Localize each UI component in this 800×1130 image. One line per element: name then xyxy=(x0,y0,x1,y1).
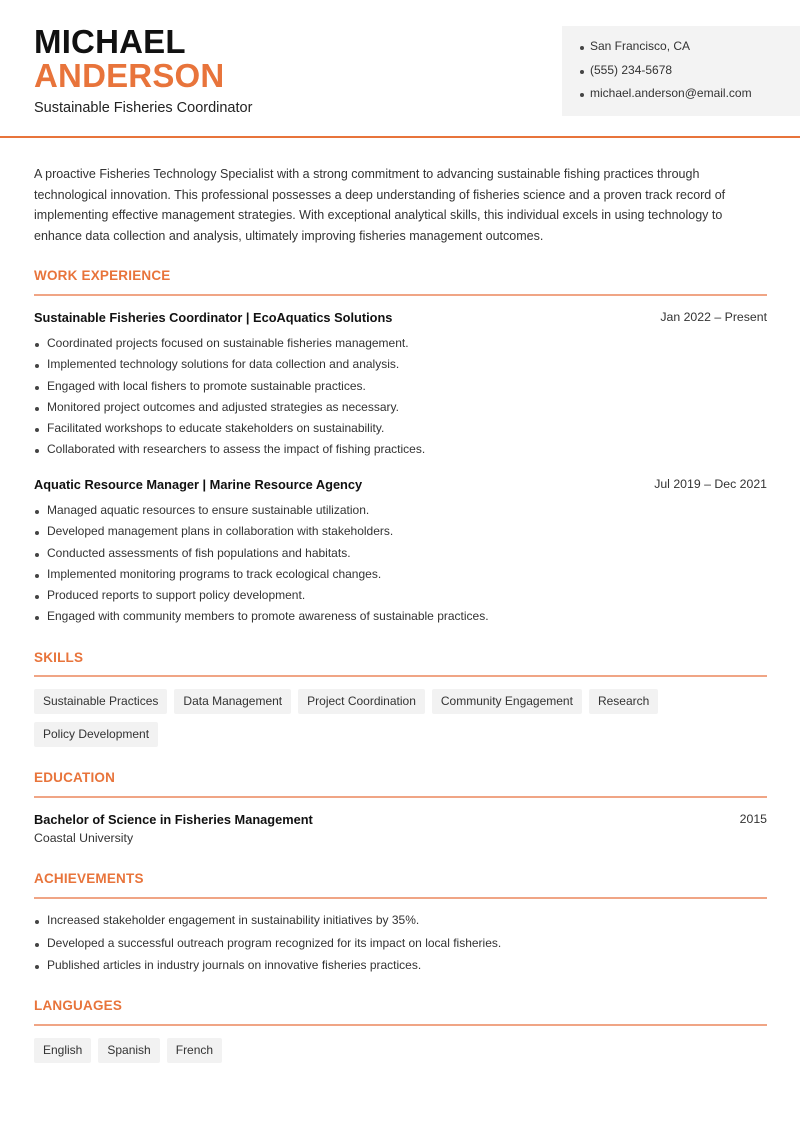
list-item: Engaged with community members to promote awareness of sustainable practices. xyxy=(34,609,767,630)
education-header xyxy=(34,812,767,827)
job-header xyxy=(34,310,767,325)
language-tags xyxy=(34,1038,774,1063)
section-title-achievements: ACHIEVEMENTS xyxy=(34,871,144,886)
contact-box xyxy=(562,26,800,116)
section-divider xyxy=(34,796,767,798)
contact-email xyxy=(580,86,800,110)
section-title-education: EDUCATION xyxy=(34,770,116,785)
first-name: MICHAEL xyxy=(34,23,186,60)
section-divider xyxy=(34,294,767,296)
resume-header xyxy=(0,0,800,138)
location-text: San Francisco, CA xyxy=(590,39,691,53)
school: Coastal University xyxy=(34,831,134,845)
skills-tags xyxy=(34,689,774,747)
job-dates: Jan 2022 – Present xyxy=(660,310,767,324)
list-item: Implemented technology solutions for data collection and analysis. xyxy=(34,357,767,378)
skill-tag: Policy Development xyxy=(34,722,158,747)
list-item: Published articles in industry journals on innovative fisheries practices. xyxy=(34,958,767,981)
contact-phone xyxy=(580,63,800,87)
section-title-languages: LANGUAGES xyxy=(34,998,123,1013)
summary-paragraph: A proactive Fisheries Technology Specialist with a strong commitment to advancing sustainable fishing practices through technological innovation. This professional possesses a deep understanding of fisheries science and a proven track record of implementing effective management strategies. With exceptional analytical skills, this individual excels in using technology to enhance data collection and analysis, ultimately improving fisheries management outcomes. xyxy=(34,167,726,243)
job-role: Aquatic Resource Manager | Marine Resource Agency xyxy=(34,477,363,492)
job-bullets xyxy=(34,503,767,631)
job-title: Sustainable Fisheries Coordinator xyxy=(34,100,253,116)
degree: Bachelor of Science in Fisheries Management xyxy=(34,812,313,827)
section-divider xyxy=(34,897,767,899)
section-title-skills: SKILLS xyxy=(34,650,84,665)
skill-tag: Community Engagement xyxy=(432,689,582,714)
last-name: ANDERSON xyxy=(34,57,225,94)
list-item: Facilitated workshops to educate stakeholders on sustainability. xyxy=(34,421,767,442)
section-divider xyxy=(34,675,767,677)
phone-text: (555) 234-5678 xyxy=(590,62,673,77)
section-divider xyxy=(34,1024,767,1026)
skill-tag: Research xyxy=(589,689,658,714)
graduation-year: 2015 xyxy=(739,812,767,826)
job-header xyxy=(34,477,767,492)
achievements-list xyxy=(34,913,767,981)
email-text: michael.anderson@email.com xyxy=(590,86,752,100)
bullet-icon xyxy=(580,93,584,97)
list-item: Monitored project outcomes and adjusted strategies as necessary. xyxy=(34,400,767,421)
skill-tag: Sustainable Practices xyxy=(34,689,167,714)
list-item: Collaborated with researchers to assess the impact of fishing practices. xyxy=(34,442,767,463)
list-item: Developed a successful outreach program recognized for its impact on local fisheries. xyxy=(34,936,767,959)
bullet-icon xyxy=(580,46,584,50)
list-item: Developed management plans in collaboration with stakeholders. xyxy=(34,524,767,545)
language-tag: Spanish xyxy=(98,1038,159,1063)
job-bullets xyxy=(34,336,767,464)
list-item: Implemented monitoring programs to track ecological changes. xyxy=(34,567,767,588)
job-role: Sustainable Fisheries Coordinator | EcoAquatics Solutions xyxy=(34,310,393,325)
language-tag: English xyxy=(34,1038,91,1063)
contact-location xyxy=(580,39,800,63)
list-item: Engaged with local fishers to promote sustainable practices. xyxy=(34,379,767,400)
list-item: Produced reports to support policy development. xyxy=(34,588,767,609)
list-item: Increased stakeholder engagement in sustainability initiatives by 35%. xyxy=(34,913,767,936)
bullet-icon xyxy=(580,70,584,74)
list-item: Coordinated projects focused on sustainable fisheries management. xyxy=(34,336,767,357)
list-item: Managed aquatic resources to ensure sustainable utilization. xyxy=(34,503,767,524)
section-title-work: WORK EXPERIENCE xyxy=(34,268,171,283)
skill-tag: Project Coordination xyxy=(298,689,425,714)
skill-tag: Data Management xyxy=(174,689,291,714)
job-dates: Jul 2019 – Dec 2021 xyxy=(654,477,767,491)
language-tag: French xyxy=(167,1038,222,1063)
list-item: Conducted assessments of fish populations and habitats. xyxy=(34,546,767,567)
